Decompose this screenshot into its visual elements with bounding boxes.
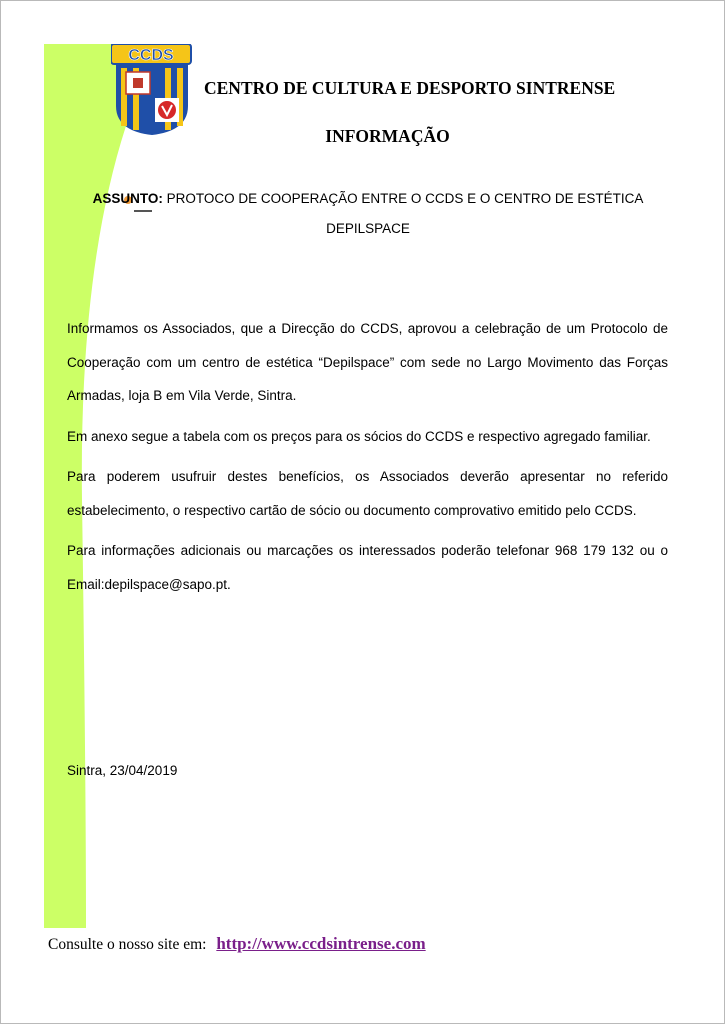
body-paragraph: Em anexo segue a tabela com os preços para os sócios do CCDS e respectivo agregado familiar.: [67, 428, 651, 444]
footer: [48, 934, 426, 954]
body-paragraph: Para informações adicionais ou marcações os interessados poderão telefonar 968 179 132 ou o Email:depilspace@sapo.pt.: [67, 543, 668, 592]
ccds-logo: [111, 44, 193, 136]
website-link[interactable]: http://www.ccdsintrense.com: [216, 934, 426, 953]
body-text: [67, 312, 668, 608]
body-paragraph: Informamos os Associados, que a Direcção do CCDS, aprovou a celebração de um Protocolo de Cooperação com um centro de estética “Depilspace” com sede no Largo Movimento das Forças Armadas, loja B em Vila Verde, Sintra.: [67, 321, 668, 403]
footer-prefix: Consulte o nosso site em:: [48, 936, 207, 953]
logo-text: CCDS: [128, 47, 174, 64]
document-date: Sintra, 23/04/2019: [67, 763, 178, 778]
subject-text: PROTOCO DE COOPERAÇÃO ENTRE O CCDS E O CENTRO DE ESTÉTICA DEPILSPACE: [166, 191, 644, 236]
document-title: INFORMAÇÃO: [325, 126, 450, 146]
subject-line: [70, 184, 666, 244]
subject-label: ASSUNTO:: [92, 191, 163, 206]
organization-title: CENTRO DE CULTURA E DESPORTO SINTRENSE: [204, 78, 616, 98]
body-paragraph: Para poderem usufruir destes benefícios, os Associados deverão apresentar no referido estabelecimento, o respectivo cartão de sócio ou documento comprovativo emitido pelo CCDS.: [67, 469, 668, 518]
